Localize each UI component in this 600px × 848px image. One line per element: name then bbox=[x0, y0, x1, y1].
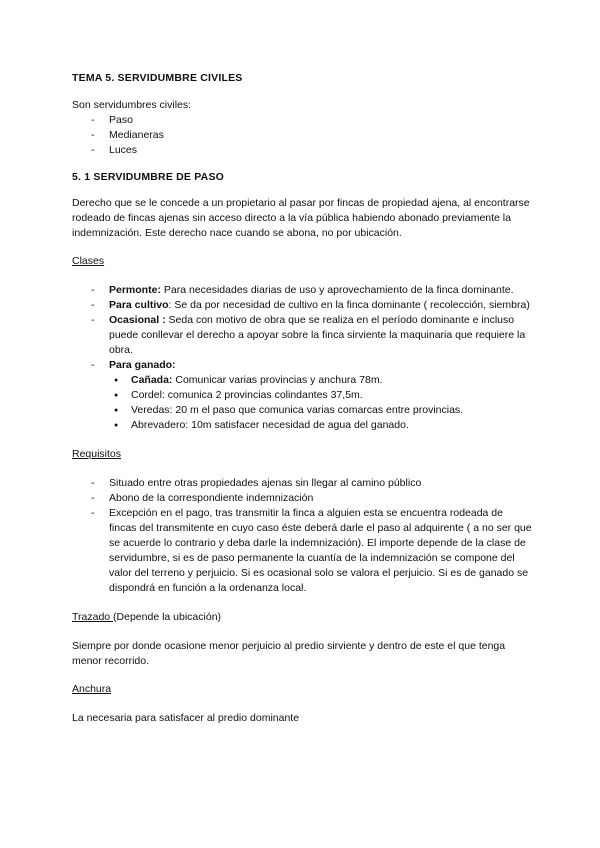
term: Permonte: bbox=[109, 284, 161, 296]
document-page bbox=[72, 72, 532, 726]
term: Para ganado: bbox=[109, 359, 176, 371]
list-item: - Abono de la correspondiente indemnización bbox=[72, 491, 532, 506]
list-item: - Medianeras bbox=[72, 128, 532, 143]
sublist-item bbox=[72, 373, 532, 388]
clases-heading: Clases bbox=[72, 255, 105, 267]
description: : Se da por necesidad de cultivo en la finca dominante ( recolección, siembra) bbox=[168, 299, 530, 311]
list-item: - Luces bbox=[72, 143, 532, 158]
requisitos-heading: Requisitos bbox=[72, 448, 122, 460]
list-item bbox=[72, 358, 532, 373]
list-item bbox=[72, 313, 532, 358]
list-item bbox=[72, 283, 532, 298]
anchura-paragraph: La necesaria para satisfacer al predio dominante bbox=[72, 712, 300, 724]
list-item: - Situado entre otras propiedades ajenas sin llegar al camino público bbox=[72, 476, 532, 491]
term: Cañada: bbox=[131, 374, 173, 386]
anchura-heading: Anchura bbox=[72, 683, 112, 695]
trazado-note: (Depende la ubicación) bbox=[113, 611, 222, 623]
ganado-sublist bbox=[72, 373, 532, 433]
section-paragraph: Derecho que se le concede a un propietario al pasar por fincas de propiedad ajena, al encontrarse rodeado de fincas ajenas sin acceso directo a la vía pública habiendo abonado previamente la indemnización. Este derecho nace cuando se abona, no por ubicación. bbox=[72, 197, 530, 239]
document-title: TEMA 5. SERVIDUMBRE CIVILES bbox=[72, 72, 243, 84]
trazado-heading: Trazado bbox=[72, 611, 114, 623]
description: Seda con motivo de obra que se realiza en el período dominante e incluso puede conllevar el derecho a apoyar sobre la finca sirviente la maquinaria que requiere la obra. bbox=[109, 314, 526, 356]
trazado-paragraph: Siempre por donde ocasione menor perjuicio al predio sirviente y dentro de este el que tenga menor recorrido. bbox=[72, 640, 506, 667]
requisitos-list bbox=[72, 476, 532, 596]
description: Veredas: 20 m el paso que comunica varias comarcas entre provincias. bbox=[131, 404, 464, 416]
description: Para necesidades diarias de uso y aprovechamiento de la finca dominante. bbox=[160, 284, 514, 296]
list-item bbox=[72, 298, 532, 313]
intro-text: Son servidumbres civiles: bbox=[72, 99, 192, 111]
list-item: - Paso bbox=[72, 113, 532, 128]
clases-list bbox=[72, 283, 532, 373]
sublist-item bbox=[72, 388, 532, 403]
description: Cordel: comunica 2 provincias colindantes 37,5m. bbox=[131, 389, 363, 401]
description: Abrevadero: 10m satisfacer necesidad de agua del ganado. bbox=[131, 419, 409, 431]
term: Ocasional : bbox=[109, 314, 166, 326]
section-heading: 5. 1 SERVIDUMBRE DE PASO bbox=[72, 171, 225, 183]
description: Comunicar varias provincias y anchura 78m. bbox=[172, 374, 383, 386]
list-item: - Excepción en el pago, tras transmitir la finca a alguien esta se encuentra rodeada de fincas del transmitente en cuyo caso éste deberá darle el paso al adquirente ( a no ser que se acuerde lo contrario y deba darle la indemnización). El importe depende de la clase de servidumbre, si es de paso permanente la cuantía de la indemnización se compone del valor del terreno y perjuicio. Si es ocasional solo se valora el perjuicio. Si es de ganado se dispondrá en función a la ordenanza local. bbox=[72, 506, 532, 596]
sublist-item bbox=[72, 403, 532, 418]
term: Para cultivo bbox=[109, 299, 169, 311]
trazado-line bbox=[72, 610, 532, 625]
intro-list bbox=[72, 113, 532, 158]
sublist-item bbox=[72, 418, 532, 433]
